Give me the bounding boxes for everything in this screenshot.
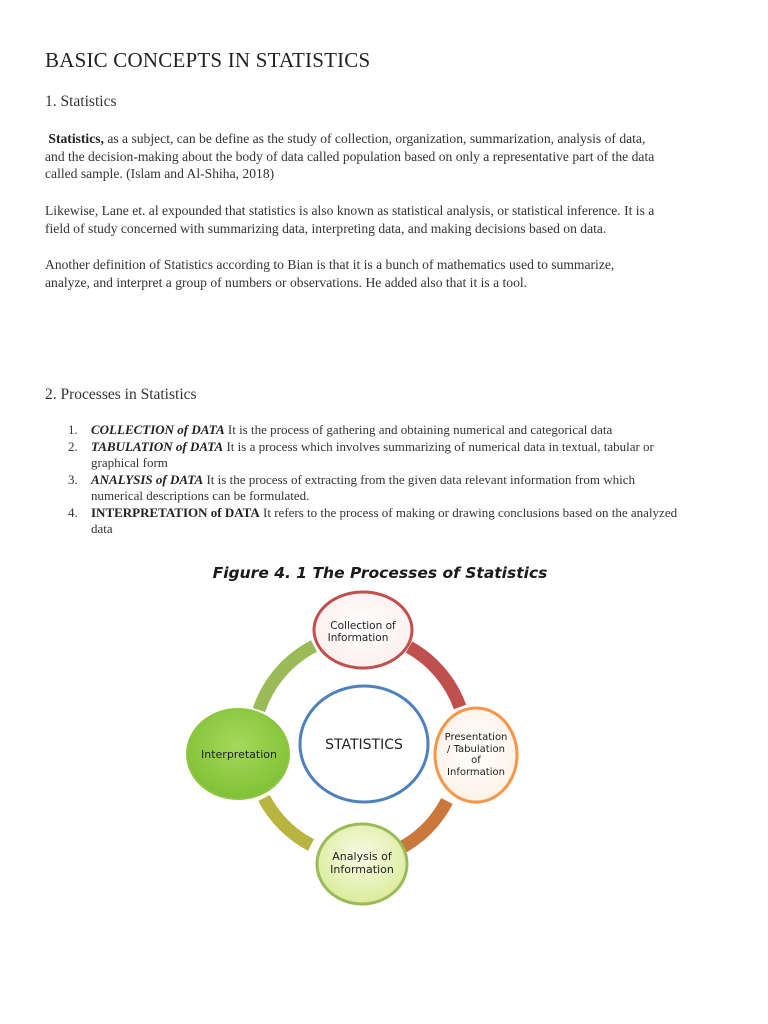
- cycle-diagram: [150, 560, 630, 920]
- arc-analysis-interpretation: [264, 798, 311, 845]
- paragraph-bian: Another definition of Statistics according to Bian is that it is a bunch of mathematics used to summarize, analyze, and interpret a group of numbers or observations. He added also that it is a tool.: [45, 257, 615, 290]
- arc-collection-presentation: [409, 647, 460, 707]
- node-analysis-label-1: Analysis of: [332, 850, 392, 863]
- node-presentation-label-1: Presentation: [444, 732, 508, 743]
- node-presentation-label-2: / Tabulation: [447, 744, 505, 755]
- paragraph-lane: Likewise, Lane et. al expounded that statistics is also known as statistical analysis, or statistical inference. It is a field of study concerned with summarizing data, interpreting data, and making decisions based on data.: [45, 203, 655, 236]
- section-heading-statistics: 1. Statistics: [45, 93, 117, 110]
- process-list: [45, 422, 725, 538]
- list-item: 1. COLLECTION of DATA It is the process of gathering and obtaining numerical and categorical data: [68, 422, 613, 437]
- node-presentation-label-3: of: [471, 755, 481, 766]
- figure-title: Figure 4. 1 The Processes of Statistics: [212, 564, 548, 582]
- node-interpretation-label: Interpretation: [201, 748, 277, 761]
- document-title: BASIC CONCEPTS IN STATISTICS: [45, 48, 371, 72]
- process-cycle-figure: [150, 560, 630, 920]
- term-statistics: Statistics,: [48, 131, 104, 146]
- center-node-label: STATISTICS: [325, 737, 403, 753]
- node-presentation-label-4: Information: [447, 767, 505, 778]
- paragraph-definition: Statistics, as a subject, can be define as the study of collection, organization, summarization, analysis of data, and the decision-making about the body of data called population based on only a representative part of the data called sample. (Islam and Al-Shiha, 2018): [45, 131, 655, 181]
- node-collection-label-2: Information: [327, 632, 389, 644]
- list-item: 2. TABULATION of DATA It is a process which involves summarizing of numerical data in textual, tabular or graphical form: [68, 438, 654, 470]
- arc-interpretation-collection: [259, 646, 314, 710]
- section-heading-processes: 2. Processes in Statistics: [45, 386, 197, 403]
- arc-presentation-analysis: [399, 801, 447, 849]
- node-analysis-label-2: Information: [330, 863, 394, 876]
- list-item: 3. ANALYSIS of DATA It is the process of extracting from the given data relevant information from which numerical descriptions can be formulated.: [68, 471, 635, 503]
- list-item: 4. INTERPRETATION of DATA It refers to the process of making or drawing conclusions based on the analyzed data: [68, 504, 678, 536]
- node-collection-label-1: Collection of: [330, 620, 396, 632]
